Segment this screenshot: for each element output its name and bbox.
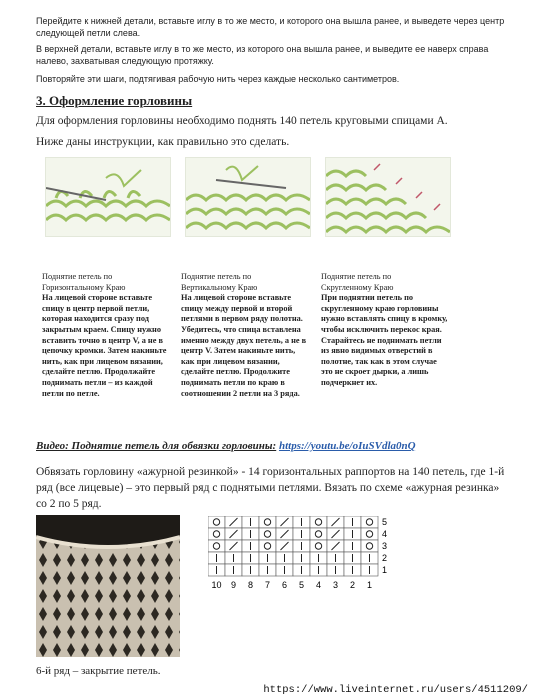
column-title-line2: Вертикальному Краю	[181, 282, 258, 292]
column-curved-edge	[321, 272, 449, 389]
chart-col-number: 7	[264, 580, 271, 590]
figure-vertical-edge	[185, 157, 311, 237]
intro-paragraph-1: Перейдите к нижней детали, вставьте иглу в то же место, и которого она вышла ранее, и выведете через центр следующей петли слева.	[36, 16, 505, 38]
chart-cell	[310, 540, 327, 552]
chart-col-number: 3	[332, 580, 339, 590]
chart-col-number: 8	[247, 580, 254, 590]
section-lead: Для оформления горловины необходимо поднять 140 петель круговыми спицами А.	[36, 115, 448, 127]
column-title-line2: Горизонтальному Краю	[42, 282, 126, 292]
column-text: На лицевой стороне вставьте спицу между первой и второй петлями в первом ряду полотна. Убедитесь, что спица вставлена именно между двух петель, а не в центр V. Затем накиньте нить, как при лицевом вязании, сделайте петлю. Продолжите поднимать петли по краю в соотношении 2 петли на 3 ряда.	[181, 293, 307, 398]
chart-cell	[259, 516, 276, 528]
intro-paragraph-3: Повторяйте эти шаги, подтягивая рабочую нить через каждые несколько сантиметров.	[36, 74, 400, 84]
chart-row-number: 1	[382, 565, 388, 575]
instructions-paragraph: Обвязать горловину «ажурной резинкой» - 14 горизонтальных раппортов на 140 петель, где 1-й ряд (все лицевые) – это первый ряд с поднятыми петлями. Вязать по схеме «ажурная резинка» со 2 по 5 ряд.	[36, 466, 505, 510]
chart-cell	[310, 516, 327, 528]
chart-col-number: 1	[366, 580, 373, 590]
figure-horizontal-edge	[45, 157, 171, 237]
chart-cell	[208, 528, 225, 540]
chart-col-number: 6	[281, 580, 288, 590]
chart-col-number: 9	[230, 580, 237, 590]
photo-caption: 6-й ряд – закрытие петель.	[36, 665, 161, 677]
vertical-edge-illustration	[186, 158, 310, 236]
column-title-line1: Поднятие петель по	[181, 272, 252, 281]
chart-col-number: 2	[349, 580, 356, 590]
chart-row-number: 4	[382, 529, 388, 539]
column-text: На лицевой стороне вставьте спицу в центр первой петли, которая находится сразу под закрытым краем. Спицу нужно вставить точно в центр V, а не в цепочку кромки. Затем накиньте нить, как при лицевом вязании, сделайте петлю. Продолжайте поднимать петли – из каждой петли по петле.	[42, 293, 167, 398]
knitting-chart	[208, 516, 404, 596]
chart-cell	[208, 540, 225, 552]
footer-url[interactable]: https://www.liveinternet.ru/users/4511209/	[263, 684, 528, 696]
figure-curved-edge	[325, 157, 451, 237]
column-vertical-edge	[181, 272, 309, 399]
video-label: Видео: Поднятие петель для обвязки горловины:	[36, 440, 277, 452]
chart-col-number: 4	[315, 580, 322, 590]
curved-edge-illustration	[326, 158, 450, 236]
chart-cell	[310, 528, 327, 540]
chart-cell	[361, 528, 378, 540]
chart-cell	[208, 516, 225, 528]
lace-texture	[36, 515, 180, 657]
knitted-lace-photo	[36, 515, 180, 657]
horizontal-edge-illustration	[46, 158, 170, 236]
chart-row-number: 2	[382, 553, 388, 563]
chart-col-number: 5	[298, 580, 305, 590]
chart-cell	[361, 516, 378, 528]
chart-col-number: 10	[211, 580, 222, 590]
chart-cell	[259, 528, 276, 540]
column-horizontal-edge	[42, 272, 170, 399]
column-title-line2: Скругленному Краю	[321, 282, 394, 292]
intro-paragraph-2: В верхней детали, вставьте иглу в то же место, из которого она вышла ранее, и выведите ее наверх справа налево, захватывая следующую протяжку.	[36, 44, 489, 66]
video-line	[36, 440, 416, 452]
section-subtitle: Ниже даны инструкции, как правильно это сделать.	[36, 136, 290, 148]
chart-row-number: 3	[382, 541, 388, 551]
column-title-line1: Поднятие петель по	[42, 272, 113, 281]
column-text: При поднятии петель по скругленному краю горловины нужно вставлять спицу в кромку, чтобы исключить перекос края. Старайтесь не поднимать петли из явно видимых отверстий в полотне, так как в этом случае это не скроет дырки, а лишь подчеркнет их.	[321, 293, 448, 387]
column-title-line1: Поднятие петель по	[321, 272, 392, 281]
chart-cell	[259, 540, 276, 552]
chart-row-number: 5	[382, 517, 388, 527]
section-title: 3. Оформление горловины	[36, 93, 193, 108]
video-link[interactable]: https://youtu.be/oIuSVdla0nQ	[278, 440, 416, 452]
chart-cell	[361, 540, 378, 552]
